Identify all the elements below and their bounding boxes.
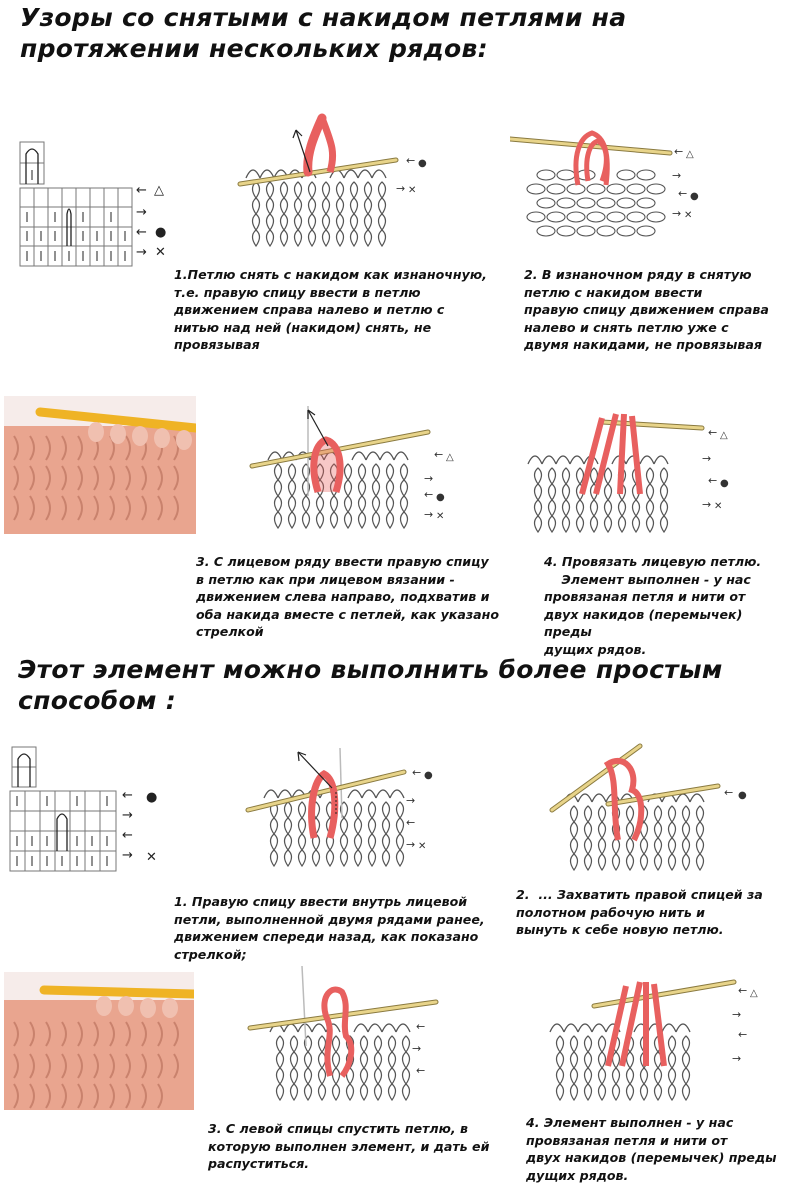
svg-text:←: ← [406,154,416,167]
svg-text:←: ← [412,766,422,779]
svg-text:→: → [424,472,434,485]
svg-text:●: ● [418,158,427,169]
caption-s2-step3: 3. С левой спицы спустить петлю, в которую выполнен элемент, и дать ей распуститься. [208,1121,490,1171]
svg-text:●: ● [424,770,433,781]
svg-text:△: △ [686,149,694,160]
svg-text:→: → [672,169,682,182]
svg-text:←: ← [674,145,684,158]
svg-text:←: ← [136,225,147,240]
diagram-step1-slip-stitch [236,112,436,262]
svg-text:←: ← [738,984,748,997]
svg-text:✕: ✕ [418,841,427,852]
svg-text:△: △ [750,988,758,999]
caption-s1-step4: 4. Провязать лицевую петлю. Элемент выполнен - у нас провязаная петля и нити от двух накидов (перемычек) преды дущих рядов. [544,554,762,657]
caption-s1-step2: 2. В изнаночном ряду в снятую петлю с накидом ввести правую спицу движением справа налево и снять петлю уже с двумя накидами, не провязывая [524,267,769,352]
svg-text:✕: ✕ [408,185,417,196]
svg-text:●: ● [436,492,445,503]
svg-text:→: → [732,1052,742,1065]
svg-text:→: → [424,508,434,521]
svg-text:●: ● [155,225,167,240]
svg-text:←: ← [136,183,147,198]
svg-text:△: △ [720,430,728,441]
svg-text:✕: ✕ [146,850,157,865]
svg-text:→: → [406,838,416,851]
svg-text:→: → [412,1042,422,1055]
svg-text:→: → [396,182,406,195]
svg-text:✕: ✕ [684,210,693,221]
svg-text:→: → [732,1008,742,1021]
svg-text:✕: ✕ [155,245,166,260]
diagram-s2-step1-insert-needle [244,748,454,888]
svg-text:△: △ [154,183,164,198]
diagram-s2-step4-done [534,966,774,1116]
caption-s2-step2: 2. ... Захватить правой спицей за полотном рабочую нить и вынуть к себе новую петлю. [516,887,763,937]
page-title: Узоры со снятыми с накидом петлями на протяжении нескольких рядов: [20,3,627,63]
section-subtitle: Этот элемент можно выполнить более простым способом : [18,655,723,715]
svg-text:→: → [122,808,133,823]
svg-text:→: → [672,207,682,220]
diagram-s2-step2-pull-loop [548,740,758,880]
caption-s1-step3: 3. С лицевом ряду ввести правую спицу в петлю как при лицевом вязании - движением слева направо, подхватив и оба накида вместе с петлей, как указано стрелкой [196,554,500,639]
photo-knitted-fabric-2 [4,972,194,1110]
svg-text:←: ← [122,828,133,843]
svg-text:→: → [702,452,712,465]
svg-text:●: ● [738,790,747,801]
svg-text:←: ← [708,426,718,439]
svg-text:→: → [122,848,133,863]
diagram-s2-step3-drop-stitch [246,966,456,1116]
diagram-step3-knit-row [248,396,458,546]
svg-text:←: ← [406,816,416,829]
caption-s1-step1: 1.Петлю снять с накидом как изнаночную, т.е. правую спицу ввести в петлю движением справа налево и петлю с нитью над ней (накидом) снять, не провязывая [174,267,487,352]
svg-text:←: ← [416,1064,426,1077]
svg-text:←: ← [122,788,133,803]
caption-s2-step4: 4. Элемент выполнен - у нас провязаная петля и нити от двух накидов (перемычек) преды дущих рядов. [526,1115,777,1183]
svg-text:→: → [406,794,416,807]
svg-text:→: → [136,205,147,220]
chart-grid-1 [18,130,188,270]
svg-text:←: ← [434,448,444,461]
svg-text:←: ← [678,187,688,200]
svg-text:✕: ✕ [714,501,723,512]
svg-text:←: ← [708,474,718,487]
svg-text:●: ● [690,191,699,202]
svg-text:←: ← [416,1020,426,1033]
photo-knitted-fabric-1 [4,396,196,534]
svg-text:←: ← [424,488,434,501]
chart-grid-2 [6,745,176,875]
svg-text:✕: ✕ [436,511,445,522]
svg-text:←: ← [724,786,734,799]
caption-s2-step1: 1. Правую спицу ввести внутрь лицевой петли, выполненной двумя рядами ранее, движением спереди назад, как показано стрелкой; [174,894,485,962]
svg-text:→: → [702,498,712,511]
svg-text:●: ● [720,478,729,489]
svg-text:→: → [136,245,147,260]
svg-text:●: ● [146,790,158,805]
diagram-step4-knit-stitch [512,398,742,548]
svg-text:←: ← [738,1028,748,1041]
svg-text:△: △ [446,452,454,463]
diagram-step2-purl-row [510,125,710,265]
